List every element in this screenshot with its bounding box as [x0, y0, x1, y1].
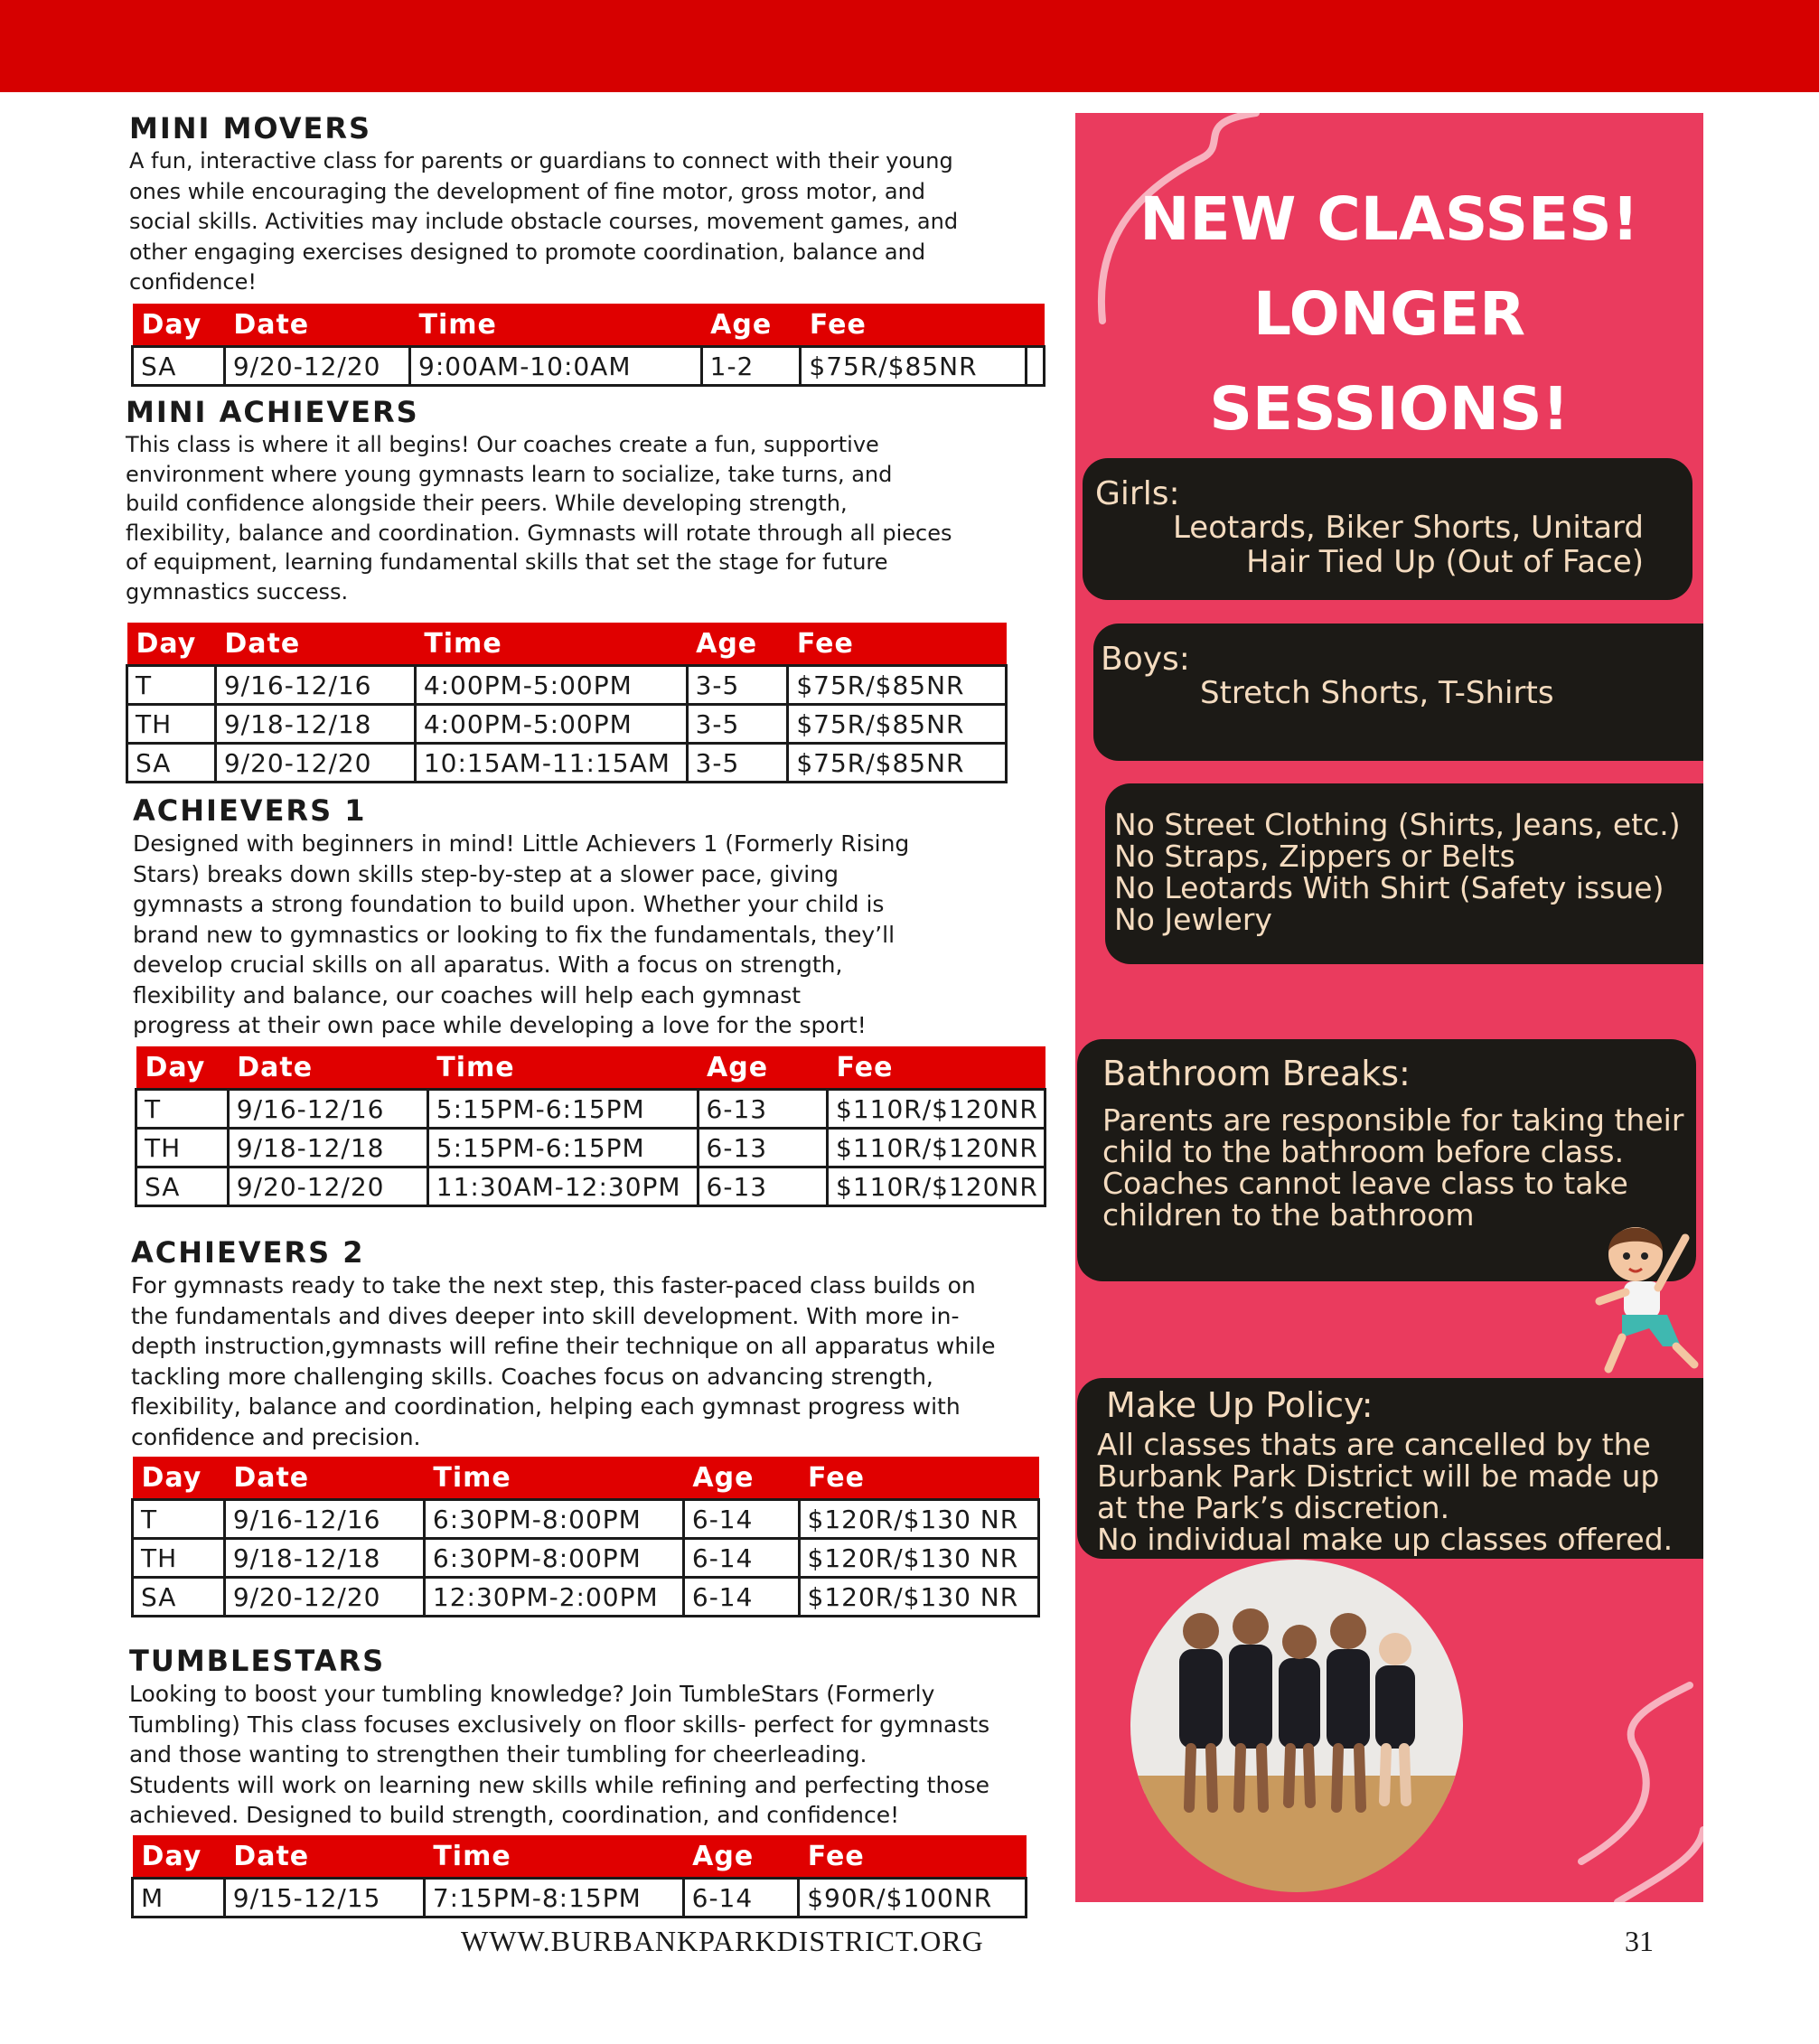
header-date: Date — [224, 304, 409, 347]
cell-day: TH — [127, 705, 216, 744]
cell-fee: $120R/$130 NR — [799, 1500, 1039, 1539]
table-row — [136, 1090, 1045, 1129]
section-title: ACHIEVERS 2 — [131, 1235, 365, 1270]
table-row — [127, 744, 1007, 783]
cartoon-child-illustration — [1586, 1211, 1703, 1374]
header-age: Age — [687, 623, 788, 666]
cell-time: 5:15PM-6:15PM — [427, 1129, 698, 1167]
section-title: MINI ACHIEVERS — [126, 395, 419, 429]
header-age: Age — [683, 1835, 799, 1879]
cell-date: 9/18-12/18 — [228, 1129, 427, 1167]
cell-fee: $110R/$120NR — [828, 1090, 1045, 1129]
cell-time: 10:15AM-11:15AM — [415, 744, 687, 783]
table-row — [133, 1500, 1039, 1539]
box-title: Girls: — [1095, 475, 1180, 512]
cell-time: 4:00PM-5:00PM — [415, 705, 687, 744]
table-header-row — [133, 304, 1045, 347]
cell-fee: $110R/$120NR — [828, 1167, 1045, 1206]
cell-day: SA — [136, 1167, 229, 1206]
header-age: Age — [698, 1046, 827, 1090]
section-achievers-2 — [131, 1234, 1089, 1452]
section-description: A fun, interactive class for parents or guardians to connect with their young ones while encouraging the development of fine motor, gross motor, and social skills. Activities may include obstacle courses, movement games, and other engaging exercises designed to promote coordination, balance and confidence! — [129, 148, 959, 295]
cell-day: TH — [136, 1129, 229, 1167]
box-title: Boys: — [1101, 641, 1190, 678]
cell-day: T — [127, 666, 216, 705]
table-row — [136, 1167, 1045, 1206]
header-day: Day — [133, 304, 225, 347]
header-age: Age — [701, 304, 801, 347]
header-date: Date — [224, 1835, 424, 1879]
header-date: Date — [215, 623, 415, 666]
table-row — [133, 1578, 1039, 1617]
header-fee: Fee — [801, 304, 1027, 347]
cell-time: 9:00AM-10:0AM — [410, 347, 702, 386]
schedule-table-tumblestars — [131, 1835, 1027, 1918]
table-row — [127, 666, 1007, 705]
cell-fee: $120R/$130 NR — [799, 1578, 1039, 1617]
section-title: ACHIEVERS 1 — [133, 793, 367, 828]
cell-date: 9/20-12/20 — [215, 744, 415, 783]
cell-date: 9/20-12/20 — [224, 347, 409, 386]
header-fee: Fee — [828, 1046, 1045, 1090]
gymnasts-group-photo — [1130, 1559, 1464, 1893]
cell-age: 6-14 — [683, 1578, 799, 1617]
section-description: Looking to boost your tumbling knowledge? Join TumbleStars (Formerly Tumbling) This class focuses exclusively on floor skills- perfect for gymnasts and those wanting to strengthen their tumbling for cheerleading. Students will work on learning new skills while refining and perfecting those achieved. Designed to build strength, coordination, and confidence! — [129, 1681, 990, 1828]
cell-time: 7:15PM-8:15PM — [424, 1879, 683, 1917]
footer-website: WWW.BURBANKPARKDISTRICT.ORG — [461, 1925, 984, 1957]
schedule-table-achievers-2 — [131, 1457, 1040, 1617]
section-tumblestars — [129, 1643, 1087, 1831]
cell-time: 12:30PM-2:00PM — [424, 1578, 683, 1617]
cell-date: 9/15-12/15 — [224, 1879, 424, 1917]
header-time: Time — [427, 1046, 698, 1090]
cell-age: 3-5 — [687, 666, 788, 705]
cell-day: SA — [133, 1578, 225, 1617]
section-title: TUMBLESTARS — [129, 1644, 386, 1678]
cell-age: 6-14 — [683, 1539, 799, 1578]
cell-age: 6-13 — [698, 1129, 827, 1167]
cell-time: 6:30PM-8:00PM — [424, 1500, 683, 1539]
cell-day: SA — [127, 744, 216, 783]
table-row — [133, 1539, 1039, 1578]
table-header-row — [133, 1835, 1027, 1879]
section-description: This class is where it all begins! Our coaches create a fun, supportive environment where young gymnasts learn to socialize, take turns, and build confidence alongside their peers. While developing strength, flexibility, balance and coordination. Gymnasts will rotate through all pieces of equipment, learning fundamental skills that set the stage for future gymnastics success. — [126, 432, 952, 605]
cell-fee: $75R/$85NR — [788, 705, 1007, 744]
make-up-policy-box: Make Up Policy: All classes thats are cancelled by the Burbank Park District will be made up at the Park’s discretion. No individual make up classes offered. — [1077, 1378, 1703, 1559]
cell-date: 9/20-12/20 — [228, 1167, 427, 1206]
cell-date: 9/16-12/16 — [228, 1090, 427, 1129]
header-day: Day — [127, 623, 216, 666]
schedule-table-mini-movers — [131, 304, 1045, 387]
section-mini-achievers — [126, 394, 1083, 606]
top-red-bar — [0, 0, 1819, 92]
header-day: Day — [133, 1457, 225, 1500]
box-title: Make Up Policy: — [1106, 1385, 1374, 1425]
cell-fee: $90R/$100NR — [799, 1879, 1027, 1917]
cell-day: T — [136, 1090, 229, 1129]
header-age: Age — [683, 1457, 799, 1500]
cell-fee: $120R/$130 NR — [799, 1539, 1039, 1578]
header-time: Time — [424, 1835, 683, 1879]
schedule-table-mini-achievers — [126, 623, 1008, 783]
cell-fee: $75R/$85NR — [801, 347, 1027, 386]
cell-age: 6-14 — [683, 1500, 799, 1539]
cell-day: SA — [133, 347, 225, 386]
section-mini-movers — [129, 110, 1087, 298]
cell-time: 11:30AM-12:30PM — [427, 1167, 698, 1206]
table-header-row — [136, 1046, 1045, 1090]
header-fee: Fee — [799, 1457, 1039, 1500]
cell-time: 4:00PM-5:00PM — [415, 666, 687, 705]
table-header-row — [133, 1457, 1039, 1500]
section-description: Designed with beginners in mind! Little Achievers 1 (Formerly Rising Stars) breaks down skills step-by-step at a slower pace, giving gymnasts a strong foundation to build upon. Whether your child is brand new to gymnastics or looking to fix the fundamentals, they’ll develop crucial skills on all aparatus. With a focus on strength, flexibility and balance, our coaches will help each gymnast progress at their own pace while developing a love for the sport! — [133, 830, 910, 1038]
info-panel — [1075, 113, 1703, 1902]
header-time: Time — [415, 623, 687, 666]
cell-fee: $75R/$85NR — [788, 744, 1007, 783]
header-date: Date — [228, 1046, 427, 1090]
cell-age: 6-13 — [698, 1090, 827, 1129]
header-blank — [1027, 304, 1045, 347]
table-row — [136, 1129, 1045, 1167]
cell-date: 9/16-12/16 — [224, 1500, 424, 1539]
header-day: Day — [136, 1046, 229, 1090]
header-fee: Fee — [788, 623, 1007, 666]
cell-date: 9/20-12/20 — [224, 1578, 424, 1617]
cell-day: T — [133, 1500, 225, 1539]
girls-dress-code-box: Girls: Leotards, Biker Shorts, Unitard Hair Tied Up (Out of Face) — [1083, 458, 1692, 600]
cell-date: 9/18-12/18 — [215, 705, 415, 744]
panel-heading: NEW CLASSES! LONGER SESSIONS! — [1139, 184, 1639, 444]
cell-time: 5:15PM-6:15PM — [427, 1090, 698, 1129]
table-row — [133, 1879, 1027, 1917]
boys-dress-code-box: Boys: Stretch Shorts, T-Shirts — [1093, 624, 1703, 761]
table-row — [133, 347, 1045, 386]
cell-time: 6:30PM-8:00PM — [424, 1539, 683, 1578]
header-time: Time — [410, 304, 702, 347]
section-title: MINI MOVERS — [129, 111, 372, 145]
section-description: For gymnasts ready to take the next step, this faster-paced class builds on the fundamentals and dives deeper into skill development. With more in- depth instruction,gymnasts will refine their technique on all apparatus while tackling more challenging skills. Coaches focus on advancing strength, flexibility, balance and coordination, helping each gymnast progress with confidence and precision. — [131, 1272, 996, 1450]
cell-age: 3-5 — [687, 705, 788, 744]
bathroom-breaks-box: Bathroom Breaks: Parents are responsible for taking their child to the bathroom before class. Coaches cannot leave class to take children to the bathroom — [1077, 1039, 1696, 1281]
page-number: 31 — [1625, 1925, 1654, 1957]
clothing-rules-box: No Street Clothing (Shirts, Jeans, etc.) No Straps, Zippers or Belts No Leotards With Shirt (Safety issue) No Jewlery — [1105, 783, 1703, 964]
cell-blank — [1027, 347, 1045, 386]
box-title: Bathroom Breaks: — [1102, 1054, 1411, 1093]
header-day: Day — [133, 1835, 225, 1879]
cell-age: 3-5 — [687, 744, 788, 783]
header-time: Time — [424, 1457, 683, 1500]
cell-age: 6-13 — [698, 1167, 827, 1206]
header-date: Date — [224, 1457, 424, 1500]
cell-date: 9/18-12/18 — [224, 1539, 424, 1578]
cell-age: 1-2 — [701, 347, 801, 386]
table-row — [127, 705, 1007, 744]
section-achievers-1 — [133, 792, 1091, 1041]
header-fee: Fee — [799, 1835, 1027, 1879]
cell-date: 9/16-12/16 — [215, 666, 415, 705]
cell-day: M — [133, 1879, 225, 1917]
cell-fee: $75R/$85NR — [788, 666, 1007, 705]
cell-day: TH — [133, 1539, 225, 1578]
table-header-row — [127, 623, 1007, 666]
cell-age: 6-14 — [683, 1879, 799, 1917]
cell-fee: $110R/$120NR — [828, 1129, 1045, 1167]
schedule-table-achievers-1 — [135, 1046, 1046, 1207]
